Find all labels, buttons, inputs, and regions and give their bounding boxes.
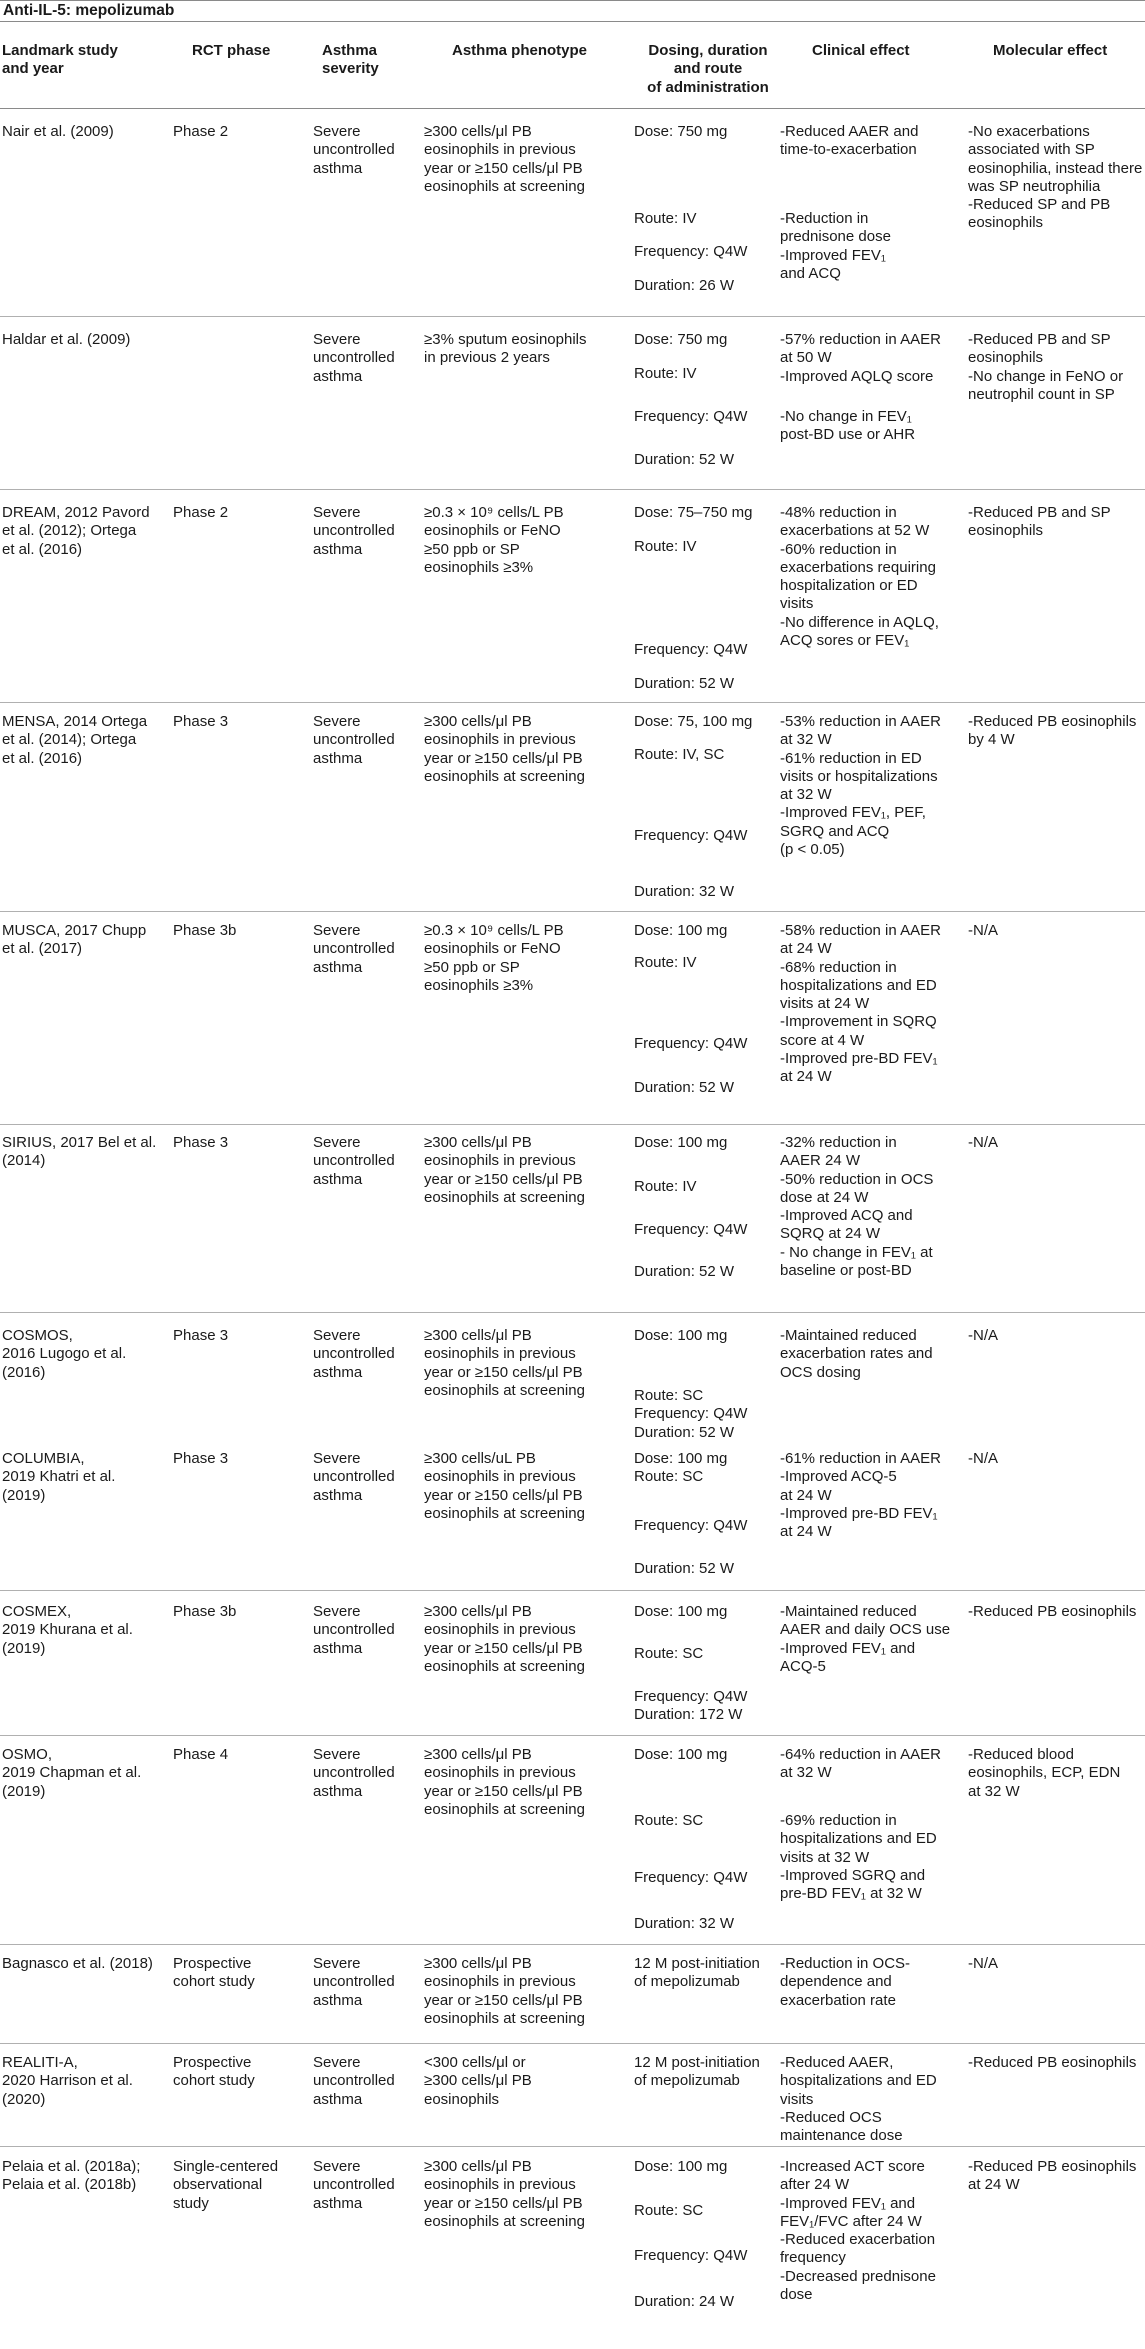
cell-phenotype: ≥300 cells/uL PB eosinophils in previous year or ≥150 cells/μl PB eosinophils at screening (424, 1450, 585, 1522)
cell-study: DREAM, 2012 Pavord et al. (2012); Ortega et al. (2016) (2, 504, 150, 558)
cell-clinical: -Maintained reduced AAER and daily OCS use -Improved FEV₁ and ACQ-5 (780, 1603, 951, 1675)
cell-phenotype: ≥0.3 × 10⁹ cells/L PB eosinophils or FeNO ≥50 ppb or SP eosinophils ≥3% (424, 922, 564, 994)
cell-phase: Phase 3 (173, 1450, 229, 1467)
cell-route: Route: IV, SC (634, 746, 725, 763)
cell-frequency: Frequency: Q4W (634, 1869, 748, 1886)
cell-severity: Severe uncontrolled asthma (313, 1327, 395, 1381)
cell-phenotype: ≥300 cells/μl PB eosinophils in previous year or ≥150 cells/μl PB eosinophils at screening (424, 1327, 585, 1399)
cell-severity: Severe uncontrolled asthma (313, 922, 395, 976)
cell-route: Route: IV (634, 210, 697, 227)
cell-route: Route: IV (634, 1178, 697, 1195)
cell-phase: Phase 2 (173, 123, 229, 140)
header-rct-phase: RCT phase (192, 42, 271, 59)
cell-molecular: -N/A (968, 1955, 998, 1972)
cell-phase: Phase 4 (173, 1746, 229, 1763)
cell-clinical: -32% reduction in AAER 24 W -50% reduction in OCS dose at 24 W -Improved ACQ and SQRQ at 24 W - No change in FEV₁ at baseline or post-BD (780, 1134, 934, 1280)
cell-dose: Dose: 750 mg (634, 331, 728, 348)
table-row (0, 1125, 1145, 1313)
header-clinical-effect: Clinical effect (812, 42, 910, 59)
cell-molecular: -Reduced PB eosinophils at 24 W (968, 2158, 1137, 2194)
cell-duration: Duration: 52 W (634, 451, 735, 468)
cell-clinical: -57% reduction in AAER at 50 W -Improved AQLQ score (780, 331, 941, 385)
cell-molecular: -N/A (968, 1327, 998, 1344)
cell-frequency: Frequency: Q4W (634, 2247, 748, 2264)
cell-clinical: -53% reduction in AAER at 32 W -61% reduction in ED visits or hospitalizations at 32 W -Improved FEV₁, PEF, SGRQ and ACQ (p < 0.05) (780, 713, 941, 859)
cell-phase: Phase 3 (173, 1327, 229, 1344)
cell-duration: Duration: 32 W (634, 883, 735, 900)
cell-dose: Dose: 100 mg (634, 1327, 728, 1344)
cell-duration: Duration: 26 W (634, 277, 735, 294)
cell-dose: Dose: 100 mg (634, 1134, 728, 1151)
cell-clinical: -Maintained reduced exacerbation rates and OCS dosing (780, 1327, 933, 1381)
cell-study: Pelaia et al. (2018a); Pelaia et al. (2018b) (2, 2158, 141, 2194)
cell-clinical: -Increased ACT score after 24 W -Improved FEV₁ and FEV₁/FVC after 24 W -Reduced exacerbation frequency -Decreased prednisone dose (780, 2158, 936, 2304)
cell-dosing: 12 M post-initiation of mepolizumab (634, 1955, 760, 1991)
cell-study: Nair et al. (2009) (2, 123, 114, 140)
cell-study: COLUMBIA, 2019 Khatri et al. (2019) (2, 1450, 116, 1504)
table-header-row (0, 22, 1145, 109)
cell-phase: Prospective cohort study (173, 2054, 255, 2090)
cell-dose: Dose: 75, 100 mg (634, 713, 753, 730)
cell-clinical: -Reduction in prednisone dose -Improved FEV₁ and ACQ (780, 210, 891, 282)
header-asthma-severity: Asthma severity (322, 42, 379, 78)
cell-route: Route: IV (634, 538, 697, 555)
cell-severity: Severe uncontrolled asthma (313, 1955, 395, 2009)
cell-molecular: -Reduced PB and SP eosinophils -No change in FeNO or neutrophil count in SP (968, 331, 1124, 403)
cell-study: MENSA, 2014 Ortega et al. (2014); Ortega et al. (2016) (2, 713, 148, 767)
cell-dose-route: Dose: 100 mg Route: SC (634, 1450, 728, 1486)
cell-frequency: Frequency: Q4W (634, 243, 748, 260)
cell-severity: Severe uncontrolled asthma (313, 1450, 395, 1504)
table-row (0, 912, 1145, 1125)
cell-frequency-duration: Frequency: Q4W Duration: 172 W (634, 1688, 748, 1724)
cell-phase: Phase 3 (173, 1134, 229, 1151)
cell-phenotype: ≥300 cells/μl PB eosinophils in previous year or ≥150 cells/μl PB eosinophils at screening (424, 1955, 585, 2027)
cell-dose: Dose: 75–750 mg (634, 504, 753, 521)
cell-duration: Duration: 52 W (634, 1560, 735, 1577)
cell-route: Route: IV (634, 954, 697, 971)
table-row (0, 1945, 1145, 2044)
cell-molecular: -Reduced PB and SP eosinophils (968, 504, 1111, 540)
cell-molecular: -Reduced PB eosinophils by 4 W (968, 713, 1137, 749)
table-row (0, 1591, 1145, 1736)
cell-study: Haldar et al. (2009) (2, 331, 131, 348)
cell-dose: Dose: 100 mg (634, 2158, 728, 2175)
cell-clinical: -64% reduction in AAER at 32 W (780, 1746, 941, 1782)
cell-frequency: Frequency: Q4W (634, 1517, 748, 1534)
table-row (0, 1443, 1145, 1591)
cell-duration: Duration: 52 W (634, 1263, 735, 1280)
table-row (0, 2147, 1145, 2349)
cell-severity: Severe uncontrolled asthma (313, 1134, 395, 1188)
cell-molecular: -N/A (968, 1134, 998, 1151)
cell-molecular: -No exacerbations associated with SP eosinophilia, instead there was SP neutrophilia -Reduced SP and PB eosinophils (968, 123, 1143, 232)
cell-phase: Phase 2 (173, 504, 229, 521)
table-row (0, 317, 1145, 490)
cell-clinical: -No change in FEV₁ post-BD use or AHR (780, 408, 916, 444)
table-row (0, 2044, 1145, 2147)
cell-clinical: -Reduced AAER and time-to-exacerbation (780, 123, 919, 159)
cell-phase: Prospective cohort study (173, 1955, 255, 1991)
cell-study: COSMOS, 2016 Lugogo et al. (2016) (2, 1327, 127, 1381)
cell-severity: Severe uncontrolled asthma (313, 331, 395, 385)
cell-dose: Dose: 750 mg (634, 123, 728, 140)
cell-phenotype: <300 cells/μl or ≥300 cells/μl PB eosinophils (424, 2054, 532, 2108)
cell-phenotype: ≥300 cells/μl PB eosinophils in previous year or ≥150 cells/μl PB eosinophils at screening (424, 2158, 585, 2230)
cell-molecular: -N/A (968, 922, 998, 939)
cell-phenotype: ≥300 cells/μl PB eosinophils in previous year or ≥150 cells/μl PB eosinophils at screening (424, 713, 585, 785)
cell-frequency: Frequency: Q4W (634, 827, 748, 844)
cell-phenotype: ≥0.3 × 10⁹ cells/L PB eosinophils or FeNO ≥50 ppb or SP eosinophils ≥3% (424, 504, 564, 576)
cell-study: SIRIUS, 2017 Bel et al. (2014) (2, 1134, 157, 1170)
cell-duration: Duration: 24 W (634, 2293, 735, 2310)
cell-clinical: -61% reduction in AAER -Improved ACQ-5 at 24 W -Improved pre-BD FEV₁ at 24 W (780, 1450, 941, 1541)
cell-study: MUSCA, 2017 Chupp et al. (2017) (2, 922, 147, 958)
cell-study: COSMEX, 2019 Khurana et al. (2019) (2, 1603, 133, 1657)
cell-severity: Severe uncontrolled asthma (313, 504, 395, 558)
cell-severity: Severe uncontrolled asthma (313, 123, 395, 177)
cell-molecular: -Reduced PB eosinophils (968, 1603, 1137, 1620)
cell-molecular: -N/A (968, 1450, 998, 1467)
cell-clinical: -69% reduction in hospitalizations and ED visits at 32 W -Improved SGRQ and pre-BD FEV₁ at 32 W (780, 1812, 937, 1903)
cell-molecular: -Reduced blood eosinophils, ECP, EDN at 32 W (968, 1746, 1121, 1800)
cell-route: Route: SC (634, 2202, 704, 2219)
cell-severity: Severe uncontrolled asthma (313, 2054, 395, 2108)
cell-duration: Duration: 32 W (634, 1915, 735, 1932)
header-dosing: Dosing, duration and route of administration (647, 42, 769, 96)
table-row (0, 109, 1145, 317)
cell-frequency: Frequency: Q4W (634, 408, 748, 425)
cell-study: Bagnasco et al. (2018) (2, 1955, 153, 1972)
cell-phase: Phase 3 (173, 713, 229, 730)
cell-study: REALITI-A, 2020 Harrison et al. (2020) (2, 2054, 133, 2108)
cell-duration: Duration: 52 W (634, 1079, 735, 1096)
header-molecular-effect: Molecular effect (993, 42, 1108, 59)
cell-phase: Phase 3b (173, 922, 237, 939)
table-row (0, 1736, 1145, 1945)
cell-severity: Severe uncontrolled asthma (313, 713, 395, 767)
cell-phenotype: ≥300 cells/μl PB eosinophils in previous year or ≥150 cells/μl PB eosinophils at screening (424, 1746, 585, 1818)
cell-phenotype: ≥300 cells/μl PB eosinophils in previous year or ≥150 cells/μl PB eosinophils at screening (424, 1134, 585, 1206)
cell-severity: Severe uncontrolled asthma (313, 1603, 395, 1657)
cell-frequency: Frequency: Q4W (634, 1035, 748, 1052)
cell-clinical: -48% reduction in exacerbations at 52 W -60% reduction in exacerbations requiring hospitalization or ED visits -No difference in AQLQ, ACQ sores or FEV₁ (780, 504, 939, 650)
cell-clinical: -Reduction in OCS- dependence and exacerbation rate (780, 1955, 911, 2009)
cell-phenotype: ≥300 cells/μl PB eosinophils in previous year or ≥150 cells/μl PB eosinophils at screening (424, 123, 585, 195)
cell-phenotype: ≥300 cells/μl PB eosinophils in previous year or ≥150 cells/μl PB eosinophils at screening (424, 1603, 585, 1675)
table-row (0, 490, 1145, 703)
cell-frequency: Frequency: Q4W (634, 641, 748, 658)
table-title: Anti-IL-5: mepolizumab (0, 0, 1145, 22)
table-row (0, 1313, 1145, 1443)
cell-route-frequency-duration: Route: SC Frequency: Q4W Duration: 52 W (634, 1387, 748, 1441)
header-asthma-phenotype: Asthma phenotype (452, 42, 588, 59)
cell-phase: Single-centered observational study (173, 2158, 279, 2212)
cell-severity: Severe uncontrolled asthma (313, 2158, 395, 2212)
header-landmark-study: Landmark study and year (2, 42, 118, 78)
cell-phenotype: ≥3% sputum eosinophils in previous 2 years (424, 331, 587, 367)
cell-phase: Phase 3b (173, 1603, 237, 1620)
cell-route: Route: SC (634, 1812, 704, 1829)
cell-dose: Dose: 100 mg (634, 1603, 728, 1620)
cell-duration: Duration: 52 W (634, 675, 735, 692)
cell-molecular: -Reduced PB eosinophils (968, 2054, 1137, 2071)
cell-study: OSMO, 2019 Chapman et al. (2019) (2, 1746, 142, 1800)
cell-dosing: 12 M post-initiation of mepolizumab (634, 2054, 760, 2090)
cell-clinical: -Reduced AAER, hospitalizations and ED visits -Reduced OCS maintenance dose (780, 2054, 937, 2145)
cell-dose: Dose: 100 mg (634, 922, 728, 939)
table-row (0, 703, 1145, 912)
cell-frequency: Frequency: Q4W (634, 1221, 748, 1238)
cell-severity: Severe uncontrolled asthma (313, 1746, 395, 1800)
cell-route: Route: SC (634, 1645, 704, 1662)
cell-route: Route: IV (634, 365, 697, 382)
cell-dose: Dose: 100 mg (634, 1746, 728, 1763)
cell-clinical: -58% reduction in AAER at 24 W -68% reduction in hospitalizations and ED visits at 24 W -Improvement in SQRQ score at 4 W -Improved pre-BD FEV₁ at 24 W (780, 922, 941, 1086)
